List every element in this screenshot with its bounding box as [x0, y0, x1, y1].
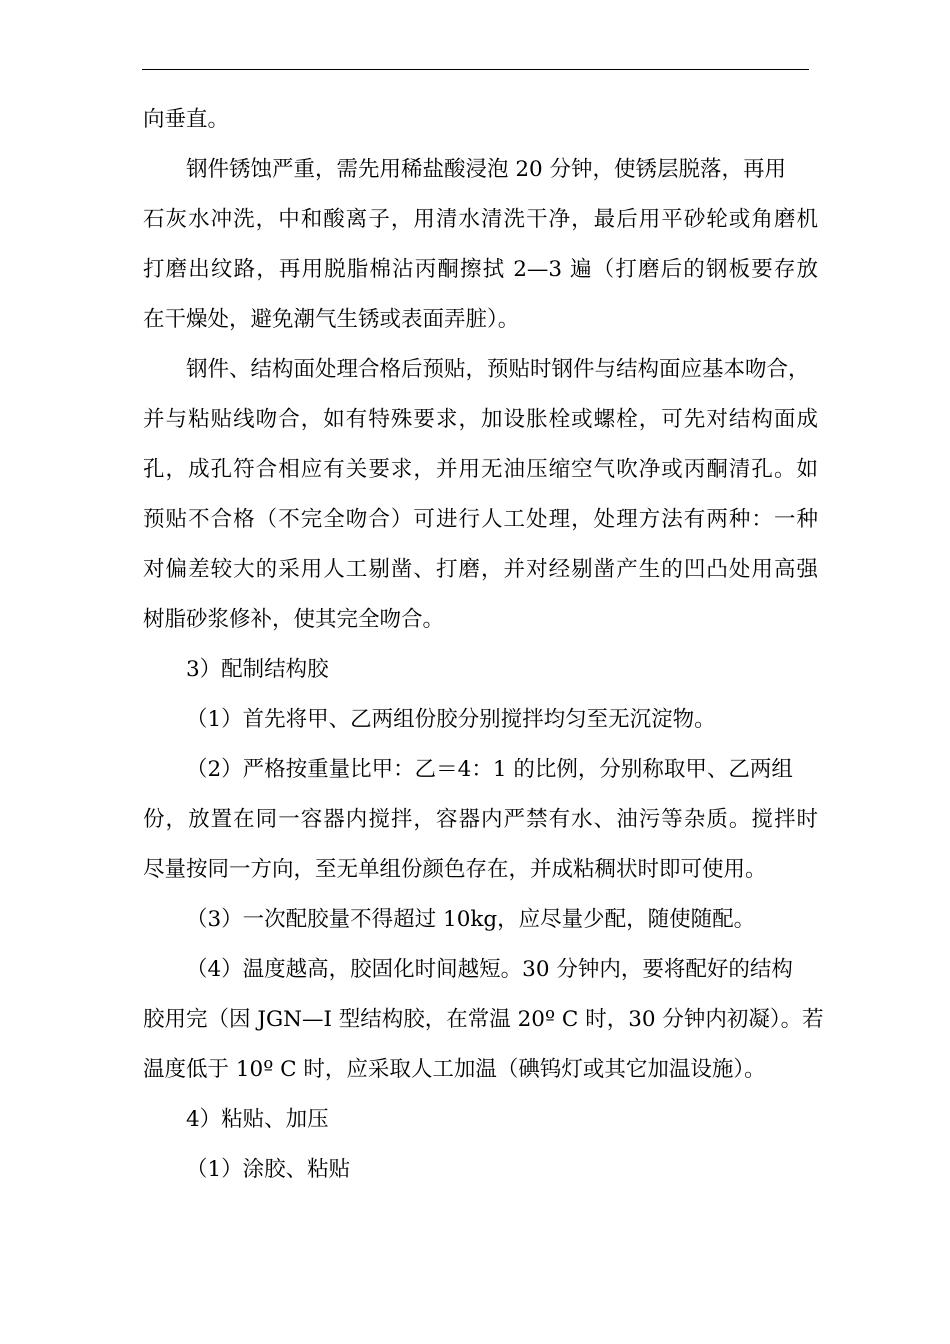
paragraph-line: 对偏差较大的采用人工剔凿、打磨，并对经剔凿产生的凹凸处用高强	[143, 557, 818, 582]
paragraph-line: 尽量按同一方向，至无单组份颜色存在，并成粘稠状时即可使用。	[143, 857, 767, 882]
paragraph-line: 树脂砂浆修补，使其完全吻合。	[143, 607, 445, 632]
paragraph-line: 胶用完（因 JGN—I 型结构胶，在常温 20º C 时，30 分钟内初凝）。若	[143, 1007, 824, 1032]
paragraph-line: 在干燥处，避免潮气生锈或表面弄脏）。	[143, 307, 520, 332]
paragraph-line: 份，放置在同一容器内搅拌，容器内严禁有水、油污等杂质。搅拌时	[143, 807, 818, 832]
text-line: 向垂直。	[143, 107, 230, 132]
paragraph-line: 并与粘贴线吻合，如有特殊要求，加设胀栓或螺栓，可先对结构面成	[143, 407, 818, 432]
section-heading: 3）配制结构胶	[186, 657, 329, 682]
paragraph-line: 孔，成孔符合相应有关要求，并用无油压缩空气吹净或丙酮清孔。如	[143, 457, 818, 482]
subsection-heading: （1）涂胶、粘贴	[186, 1157, 351, 1182]
paragraph-line: 钢件、结构面处理合格后预贴，预贴时钢件与结构面应基本吻合，	[186, 357, 810, 382]
paragraph-line: （1）首先将甲、乙两组份胶分别搅拌均匀至无沉淀物。	[186, 707, 716, 732]
paragraph-line: 预贴不合格（不完全吻合）可进行人工处理，处理方法有两种：一种	[143, 507, 818, 532]
paragraph-line: 石灰水冲洗，中和酸离子，用清水清洗干净，最后用平砂轮或角磨机	[143, 207, 818, 232]
paragraph-line: 温度低于 10º C 时，应采取人工加温（碘钨灯或其它加温设施）。	[143, 1057, 766, 1082]
section-heading: 4）粘贴、加压	[186, 1107, 329, 1132]
paragraph-line: （2）严格按重量比甲：乙＝4：1 的比例，分别称取甲、乙两组	[186, 757, 793, 782]
paragraph-line: 钢件锈蚀严重，需先用稀盐酸浸泡 20 分钟，使锈层脱落，再用	[186, 157, 787, 182]
paragraph-line: （4）温度越高，胶固化时间越短。30 分钟内，要将配好的结构	[186, 957, 793, 982]
paragraph-line: （3）一次配胶量不得超过 10kg，应尽量少配，随使随配。	[186, 907, 756, 932]
header-rule	[142, 69, 809, 70]
paragraph-line: 打磨出纹路，再用脱脂棉沾丙酮擦拭 2—3 遍（打磨后的钢板要存放	[143, 257, 818, 282]
